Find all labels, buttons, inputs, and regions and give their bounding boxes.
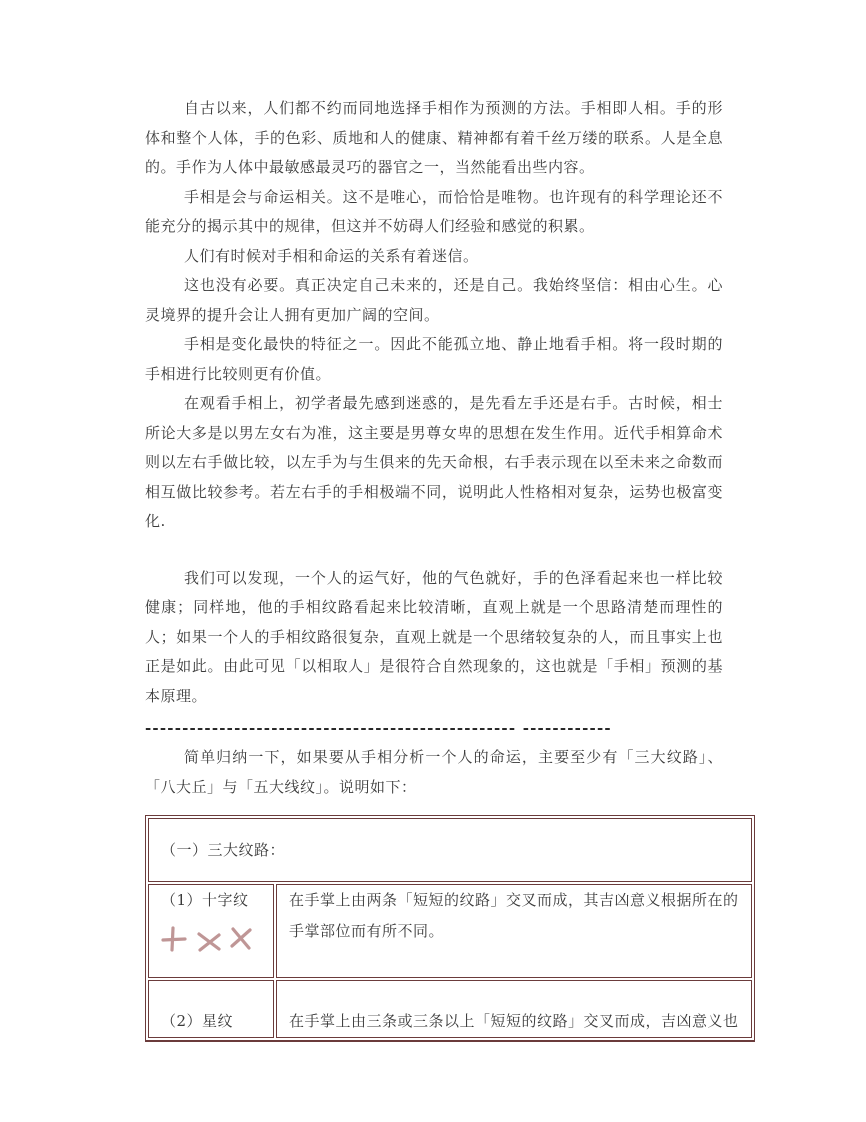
cross-marks-icon xyxy=(161,924,261,954)
row-desc-cell: 在手掌上由三条或三条以上「短短的纹路」交叉而成，吉凶意义也 xyxy=(276,980,752,1038)
paragraph-3: 人们有时候对手相和命运的关系有着迷信。 xyxy=(184,246,479,265)
table-header-cell: （一）三大纹路： xyxy=(148,818,752,882)
paragraph-2: 手相是会与命运相关。这不是唯心，而恰恰是唯物。也许现有的科学理论还不能充分的揭示其中的规律，但这并不妨碍人们经验和感觉的积累。 xyxy=(145,187,723,235)
paragraph-7: 我们可以发现，一个人的运气好，他的气色就好，手的色泽看起来也一样比较健康；同样地，他的手相纹路看起来比较清晰，直观上就是一个思路清楚而理性的人；如果一个人的手相纹路很复杂，直观上就是一个思绪较复杂的人，而且事实上也正是如此。由此可见「以相取人」是很符合自然现象的，这也就是「手相」预测的基本原理。 xyxy=(145,568,723,705)
table-row xyxy=(148,980,752,1038)
paragraph-5: 手相是变化最快的特征之一。因此不能孤立地、静止地看手相。将一段时期的手相进行比较则更有价值。 xyxy=(145,335,723,383)
document-page xyxy=(145,94,739,1042)
palm-lines-table xyxy=(145,815,755,1042)
row-desc-cell: 在手掌上由两条「短短的纹路」交叉而成，其吉凶意义根据所在的手掌部位而有所不同。 xyxy=(276,884,752,978)
row-label-cell xyxy=(148,884,274,978)
dashed-divider: -------------------------------------------------- ------------ xyxy=(145,719,612,737)
paragraph-1: 自古以来，人们都不约而同地选择手相作为预测的方法。手相即人相。手的形体和整个人体，手的色彩、质地和人的健康、精神都有着千丝万缕的联系。人是全息的。手作为人体中最敏感最灵巧的器官之一，当然能看出些内容。 xyxy=(145,99,723,176)
row-label: （1）十字纹 xyxy=(161,891,249,909)
table-row-header xyxy=(148,818,752,882)
paragraph-intro: 简单归纳一下，如果要从手相分析一个人的命运，主要至少有「三大纹路」、「八大丘」与「五大线纹」。说明如下： xyxy=(145,748,723,796)
row-label-cell: （2）星纹 xyxy=(148,980,274,1038)
table-row xyxy=(148,884,752,978)
paragraph-4: 这也没有必要。真正决定自己未来的，还是自己。我始终坚信：相由心生。心灵境界的提升会让人拥有更加广阔的空间。 xyxy=(145,276,723,324)
paragraph-6: 在观看手相上，初学者最先感到迷惑的，是先看左手还是右手。古时候，相士所论大多是以男左女右为准，这主要是男尊女卑的思想在发生作用。近代手相算命术则以左右手做比较，以左手为与生俱来的先天命根，右手表示现在以至未来之命数而相互做比较参考。若左右手的手相极端不同，说明此人性格相对复杂，运势也极富变化. xyxy=(145,394,723,530)
